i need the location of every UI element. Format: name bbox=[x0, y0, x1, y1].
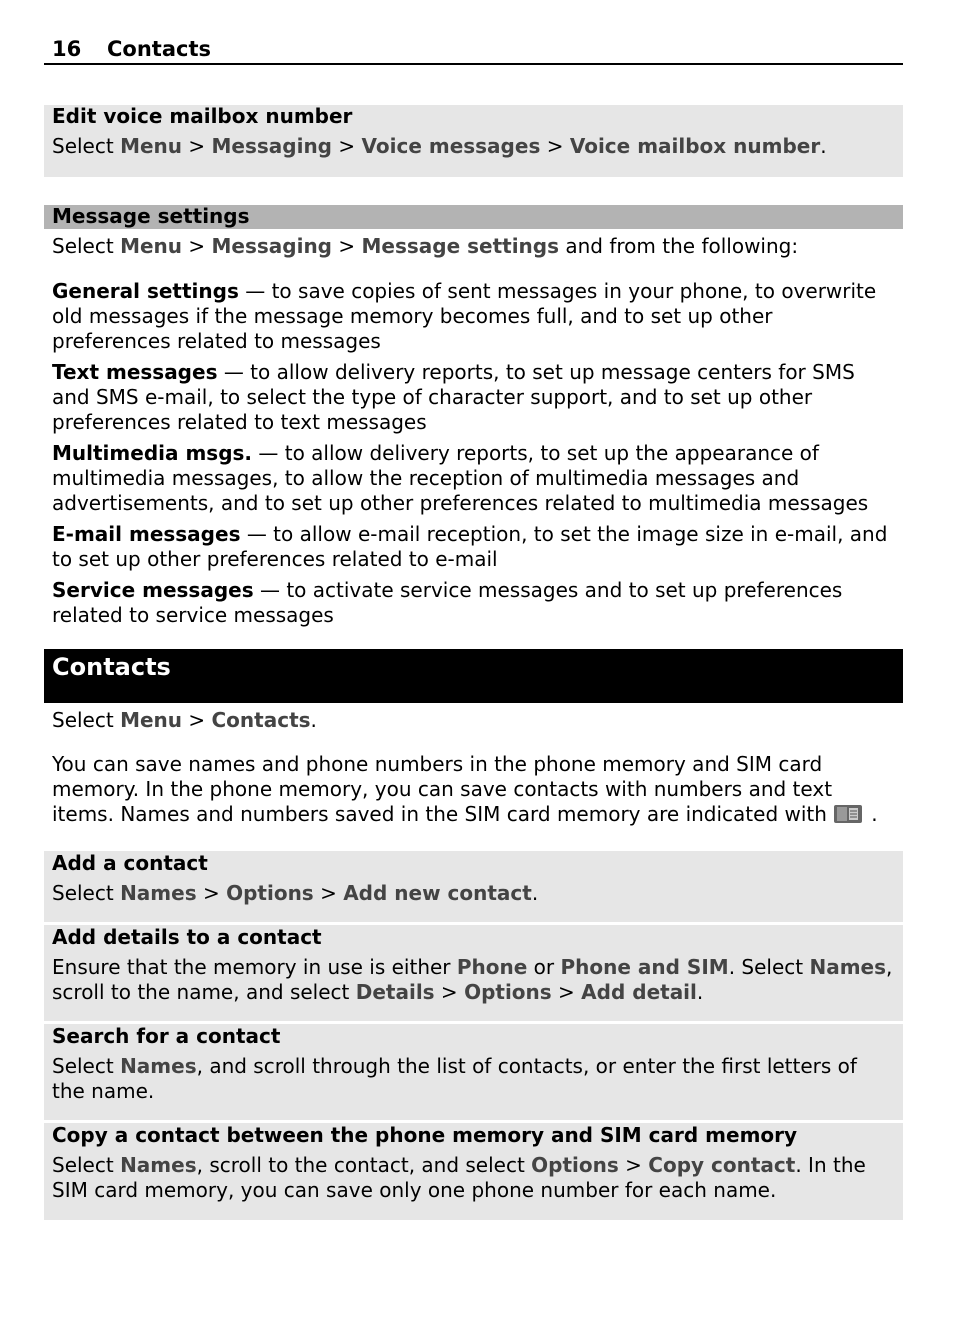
body-text: , scroll to the name, and select bbox=[52, 955, 893, 1004]
entry-term: Service messages bbox=[52, 578, 254, 602]
entry-description: — to allow e-mail reception, to set the image size in e-mail, and to set up other preferences related to e-mail bbox=[52, 522, 888, 571]
header-section-title: Contacts bbox=[107, 37, 211, 61]
entry-description: — to save copies of sent messages in your phone, to overwrite old messages if the message memory becomes full, and to set up other preferences related to messages bbox=[52, 279, 877, 353]
menu-path-item: Messaging bbox=[211, 234, 332, 258]
voicemail-heading: Edit voice mailbox number bbox=[52, 104, 353, 128]
menu-path-item: Voice mailbox number bbox=[569, 134, 821, 158]
option-term: Names bbox=[120, 1054, 197, 1078]
page-header bbox=[44, 36, 903, 65]
body-text: , and scroll through the list of contacts, or enter the first letters of the name. bbox=[52, 1054, 857, 1103]
add-contact-instruction bbox=[52, 881, 895, 906]
sentence-end: . bbox=[820, 134, 827, 158]
entry-term: Text messages bbox=[52, 360, 218, 384]
sim-card-icon bbox=[833, 804, 859, 824]
menu-path-item: Menu bbox=[120, 708, 183, 732]
sentence-end: . bbox=[864, 802, 878, 826]
option-term: Phone bbox=[456, 955, 528, 979]
settings-entry-service bbox=[52, 578, 895, 628]
settings-entry-general bbox=[52, 279, 895, 354]
copy-contact-heading: Copy a contact between the phone memory and SIM card memory bbox=[52, 1123, 798, 1147]
body-text: Select bbox=[52, 1054, 121, 1078]
option-term: Names bbox=[809, 955, 887, 979]
path-separator: > bbox=[551, 980, 582, 1004]
msg-settings-list bbox=[44, 279, 903, 628]
entry-description: — to activate service messages and to set up preferences related to service messages bbox=[52, 578, 843, 627]
settings-entry-email bbox=[52, 522, 895, 572]
search-contact-heading: Search for a contact bbox=[52, 1024, 281, 1048]
entry-description: — to allow delivery reports, to set up message centers for SMS and SMS e-mail, to select the type of character support, and to set up other preferences related to text messages bbox=[52, 360, 855, 434]
body-text: . In the SIM card memory, you can save only one phone number for each name. bbox=[52, 1153, 866, 1202]
add-details-instruction bbox=[52, 955, 895, 1005]
sentence-end: . bbox=[310, 708, 317, 732]
body-text: or bbox=[527, 955, 561, 979]
menu-path-item: Message settings bbox=[361, 234, 560, 258]
option-term: Phone and SIM bbox=[560, 955, 729, 979]
path-separator: > bbox=[546, 134, 570, 158]
option-term: Names bbox=[120, 1153, 197, 1177]
entry-description: — to allow delivery reports, to set up the appearance of multimedia messages, to allow the reception of multimedia messages and advertisements, and to set up other preferences related to multimedia messages bbox=[52, 441, 869, 515]
settings-entry-multimedia bbox=[52, 441, 895, 516]
menu-path-item: Messaging bbox=[211, 134, 332, 158]
menu-path-item: Options bbox=[531, 1153, 619, 1177]
path-separator: > bbox=[188, 134, 212, 158]
add-contact-heading: Add a contact bbox=[52, 851, 208, 875]
contacts-instruction bbox=[44, 708, 903, 733]
menu-path-item: Contacts bbox=[211, 708, 311, 732]
add-contact-section bbox=[44, 851, 903, 922]
page-number: 16 bbox=[52, 37, 82, 61]
voicemail-instruction bbox=[52, 134, 895, 159]
intro-text: You can save names and phone numbers in the phone memory and SIM card memory. In the phone memory, you can save contacts with numbers and text items. Names and numbers saved in the SIM card memory are indicated with bbox=[52, 752, 833, 826]
select-word: Select bbox=[52, 708, 114, 732]
path-separator: > bbox=[618, 1153, 649, 1177]
path-separator: > bbox=[338, 134, 362, 158]
add-details-heading: Add details to a contact bbox=[52, 925, 322, 949]
sentence-end: . bbox=[531, 881, 539, 905]
select-word: Select bbox=[52, 134, 114, 158]
path-separator: > bbox=[338, 234, 362, 258]
menu-path-item: Copy contact bbox=[648, 1153, 796, 1177]
settings-entry-text bbox=[52, 360, 895, 435]
msg-settings-instruction bbox=[44, 234, 903, 259]
add-details-section bbox=[44, 925, 903, 1021]
entry-term: General settings bbox=[52, 279, 239, 303]
contacts-chapter-title: Contacts bbox=[44, 649, 903, 703]
entry-term: E-mail messages bbox=[52, 522, 241, 546]
menu-path-item: Menu bbox=[120, 234, 183, 258]
menu-path-item: Details bbox=[355, 980, 435, 1004]
voicemail-section bbox=[44, 105, 903, 177]
body-text: , scroll to the contact, and select bbox=[196, 1153, 532, 1177]
search-contact-section bbox=[44, 1024, 903, 1120]
body-text: Ensure that the memory in use is either bbox=[52, 955, 457, 979]
body-text: Select bbox=[52, 1153, 121, 1177]
path-separator: > bbox=[434, 980, 465, 1004]
menu-path-item: Names bbox=[120, 881, 197, 905]
menu-path-item: Add detail bbox=[581, 980, 697, 1004]
body-text: . Select bbox=[728, 955, 810, 979]
copy-contact-instruction bbox=[52, 1153, 895, 1203]
sentence-end: . bbox=[696, 980, 704, 1004]
menu-path-item: Add new contact bbox=[343, 881, 532, 905]
copy-contact-section bbox=[44, 1123, 903, 1220]
path-separator: > bbox=[188, 234, 212, 258]
instruction-tail: and from the following: bbox=[559, 234, 799, 258]
path-separator: > bbox=[320, 881, 344, 905]
search-contact-instruction bbox=[52, 1054, 895, 1104]
menu-path-item: Voice messages bbox=[361, 134, 541, 158]
menu-path-item: Options bbox=[464, 980, 552, 1004]
select-word: Select bbox=[52, 234, 114, 258]
menu-path-item: Options bbox=[226, 881, 314, 905]
path-separator: > bbox=[188, 708, 212, 732]
contacts-intro bbox=[44, 752, 903, 827]
msg-settings-heading: Message settings bbox=[44, 205, 903, 229]
menu-path-item: Menu bbox=[120, 134, 183, 158]
select-word: Select bbox=[52, 881, 114, 905]
entry-term: Multimedia msgs. bbox=[52, 441, 253, 465]
path-separator: > bbox=[202, 881, 227, 905]
